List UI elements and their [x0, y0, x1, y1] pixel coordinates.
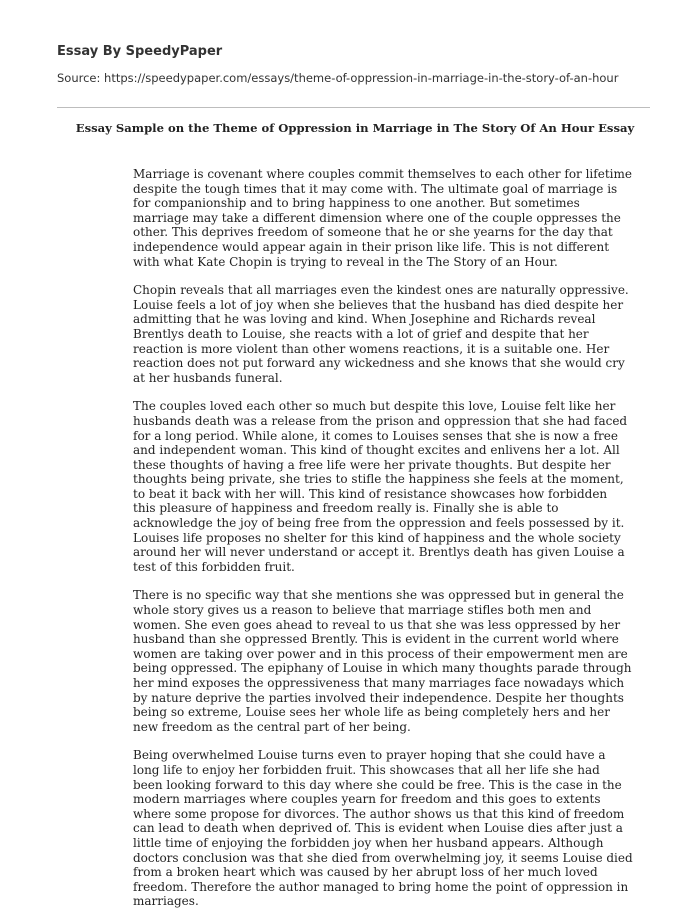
- essay-title: Essay Sample on the Theme of Oppression in Marriage in The Story Of An Hour Essay: [75, 121, 635, 135]
- site-brand: Essay By SpeedyPaper: [57, 44, 223, 59]
- paragraph-3: The couples loved each other so much but despite this love, Louise felt like her husbands death was a release from the prison and oppression that she had faced for a long period. While alone, it comes to Louises senses that she is now a free and independent woman. This kind of thought excites and enlivens her a lot. All these thoughts of having a free life were her private thoughts. But despite her thoughts being private, she tries to stifle the happiness she feels at the moment, to beat it back with her will. This kind of resistance showcases how forbidden this pleasure of happiness and freedom really is. Finally she is able to acknowledge the joy of being free from the oppression and feels possessed by it. Louises life proposes no shelter for this kind of happiness and the whole society around her will never understand or accept it. Brentlys death has given Louise a test of this forbidden fruit.: [133, 399, 628, 574]
- source-line: Source: https://speedypaper.com/essays/theme-of-oppression-in-marriage-in-the-story-of-an-hour: [57, 71, 619, 85]
- header-divider: [57, 107, 650, 108]
- paragraph-2: Chopin reveals that all marriages even the kindest ones are naturally oppressive. Louise feels a lot of joy when she believes that the husband has died despite her admitting that he was loving and kind. When Josephine and Richards reveal Brentlys death to Louise, she reacts with a lot of grief and despite that her reaction is more violent than other womens reactions, it is a suitable one. Her reaction does not put forward any wickedness and she knows that she would cry at her husbands funeral.: [133, 283, 629, 385]
- paragraph-4: There is no specific way that she mentions she was oppressed but in general the whole story gives us a reason to believe that marriage stifles both men and women. She even goes ahead to reveal to us that she was less oppressed by her husband than she oppressed Brently. This is evident in the current world where women are taking over power and in this process of their empowerment men are being oppressed. The epiphany of Louise in which many thoughts parade through her mind exposes the oppressiveness that many marriages face nowadays which by nature deprive the parties involved their independence. Despite her thoughts being so extreme, Louise sees her whole life as being completely hers and her new freedom as the central part of her being.: [133, 588, 632, 734]
- essay-body: [133, 167, 633, 923]
- paragraph-5: Being overwhelmed Louise turns even to prayer hoping that she could have a long life to enjoy her forbidden fruit. This showcases that all her life she had been looking forward to this day where she could be free. This is the case in the modern marriages where couples yearn for freedom and this goes to extents where some propose for divorces. The author shows us that this kind of freedom can lead to death when deprived of. This is evident when Louise dies after just a little time of enjoying the forbidden joy when her husband appears. Although doctors conclusion was that she died from overwhelming joy, it seems Louise died from a broken heart which was caused by her abrupt loss of her much loved freedom. Therefore the author managed to bring home the point of oppression in marriages.: [133, 748, 633, 909]
- paragraph-1: Marriage is covenant where couples commit themselves to each other for lifetime despite the tough times that it may come with. The ultimate goal of marriage is for companionship and to bring happiness to one another. But sometimes marriage may take a different dimension where one of the couple oppresses the other. This deprives freedom of someone that he or she yearns for the day that independence would appear again in their prison like life. This is not different with what Kate Chopin is trying to reveal in the The Story of an Hour.: [133, 167, 632, 269]
